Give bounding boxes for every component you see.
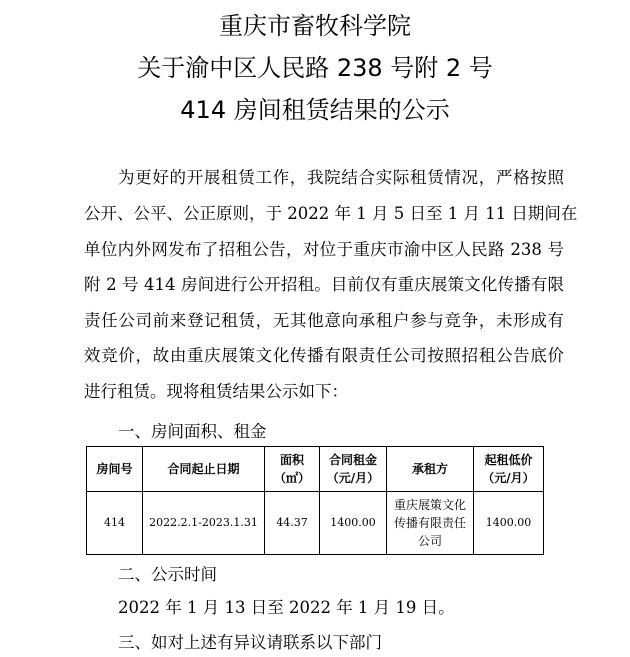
section-heading-notice-period: 二、公示时间 xyxy=(118,565,217,584)
cell-contract-rent: 1400.00 xyxy=(320,492,387,555)
rental-table xyxy=(86,446,544,555)
header-area-label: 面积 xyxy=(279,453,304,467)
header-floor-unit: （元/月） xyxy=(482,471,535,485)
header-contract-period: 合同起止日期 xyxy=(143,447,265,492)
paragraph-line: 进行租赁。现将租赁结果公示如下： xyxy=(84,382,348,401)
paragraph-line: 效竞价，故由重庆展策文化传播有限责任公司按照招租公告底价 xyxy=(84,346,564,365)
table-header-row xyxy=(87,447,544,492)
header-contract-rent xyxy=(320,447,387,492)
header-rent-label: 合同租金 xyxy=(328,453,377,467)
cell-floor-price: 1400.00 xyxy=(474,492,544,555)
header-area xyxy=(265,447,320,492)
tenant-line: 重庆展策文化 xyxy=(393,498,466,512)
cell-tenant xyxy=(387,492,474,555)
section-heading-area-rent: 一、房间面积、租金 xyxy=(118,422,267,441)
paragraph-line: 责任公司前来登记租赁，无其他意向承租户参与竞争，未形成有 xyxy=(84,311,564,330)
cell-room-number: 414 xyxy=(87,492,143,555)
paragraph-line: 附 2 号 414 房间进行公开招租。目前仅有重庆展策文化传播有限 xyxy=(84,275,564,294)
document-title-line-1: 重庆市畜牧科学院 xyxy=(219,12,411,40)
document-title-line-3: 414 房间租赁结果的公示 xyxy=(180,96,450,124)
paragraph-line: 公开、公平、公正原则，于 2022 年 1 月 5 日至 1 月 11 日期间在 xyxy=(84,204,578,223)
header-area-unit: （㎡） xyxy=(273,471,310,485)
cell-area: 44.37 xyxy=(265,492,320,555)
section-heading-objections: 三、如对上述有异议请联系以下部门 xyxy=(118,633,382,652)
document-title-line-2: 关于渝中区人民路 238 号附 2 号 xyxy=(137,54,493,82)
notice-period-text: 2022 年 1 月 13 日至 2022 年 1 月 19 日。 xyxy=(118,598,455,617)
header-tenant: 承租方 xyxy=(387,447,474,492)
header-room-number: 房间号 xyxy=(87,447,143,492)
paragraph-line: 为更好的开展租赁工作，我院结合实际租赁情况，严格按照 xyxy=(118,168,564,187)
paragraph-line: 单位内外网发布了招租公告，对位于重庆市渝中区人民路 238 号 xyxy=(84,240,564,259)
tenant-line: 传播有限责任 xyxy=(393,516,466,530)
header-floor-label: 起租低价 xyxy=(484,453,533,467)
header-rent-unit: （元/月） xyxy=(326,471,380,485)
header-floor-price xyxy=(474,447,544,492)
table-row xyxy=(87,492,544,555)
tenant-line: 公司 xyxy=(417,534,442,548)
cell-contract-period: 2022.2.1-2023.1.31 xyxy=(143,492,265,555)
